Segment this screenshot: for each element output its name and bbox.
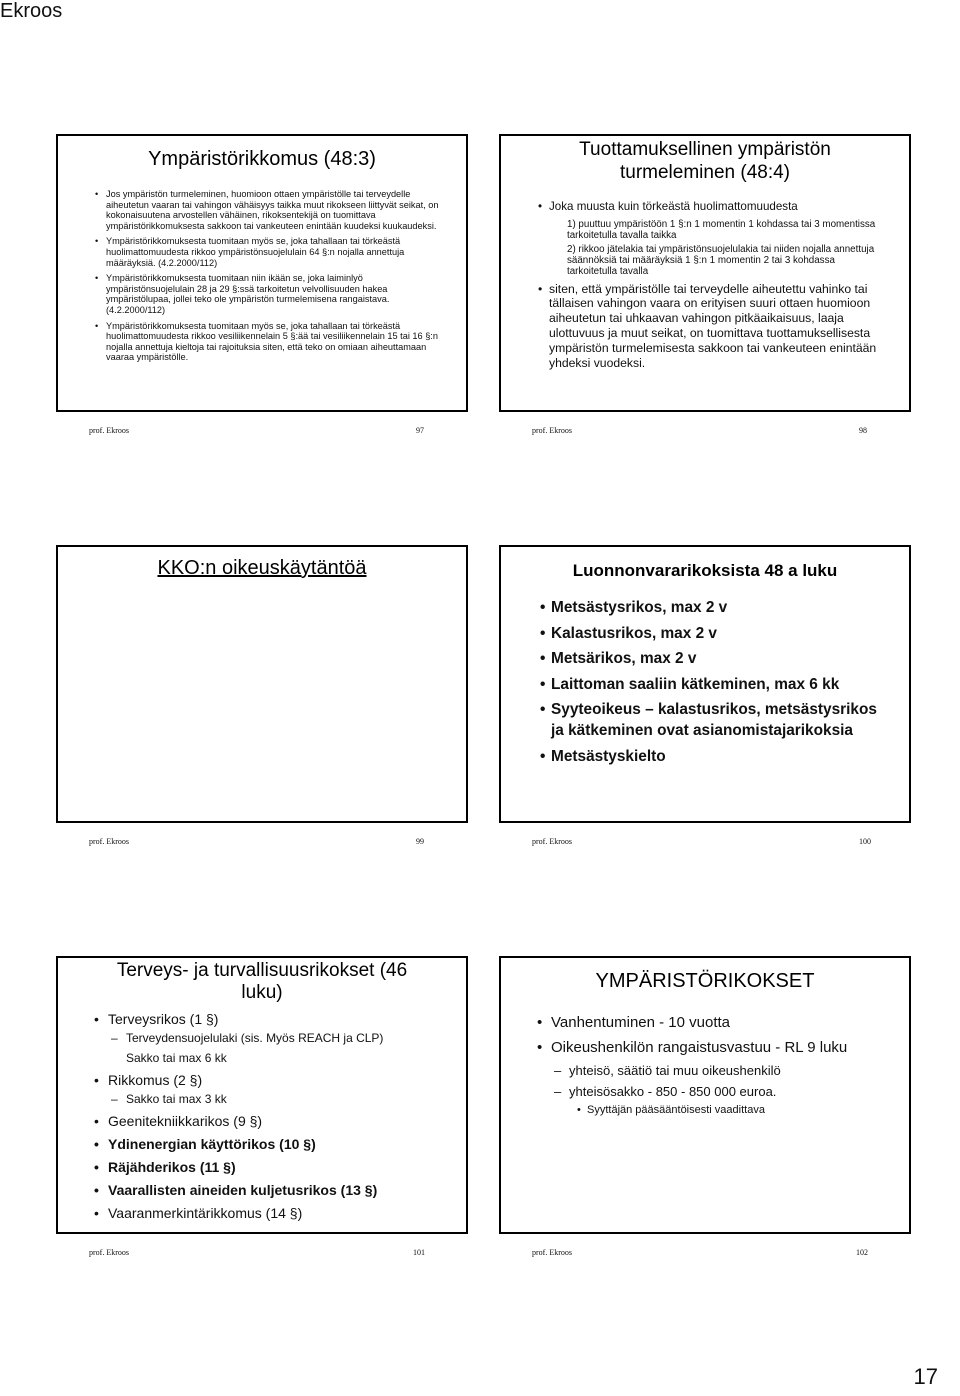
numbered-list	[567, 219, 887, 278]
list-item: • siten, että ympäristölle tai terveydelle aiheutettu vahinko tai tällaisen vahingon vaara on erityisen suuri ottaen huomioon aiheutetun tai uhkaavan vahingon pitkäaikaisuus, laaja ulottuvuus ja muut seikat, on tuomittava tuottamuksellisesta ympäristön turmelemisesta sakkoon tai vankeuteen enintään yhdeksi vuodeksi.	[549, 282, 887, 371]
list-item: • Metsästysrikos, max 2 v	[551, 597, 885, 618]
slide-footer-number: 100	[859, 837, 871, 846]
list-item: • Metsärikos, max 2 v	[551, 648, 885, 669]
slide-101	[56, 956, 468, 1234]
list-subitem: – yhteisö, säätiö tai muu oikeushenkilö	[569, 1062, 889, 1079]
slide-102	[499, 956, 911, 1234]
list-item: • Ydinenergian käyttörikos (10 §)	[108, 1135, 450, 1153]
bullet-list	[549, 282, 887, 371]
slide-footer-number: 101	[413, 1248, 425, 1257]
list-item: • Ympäristörikkomuksesta tuomitaan niin ikään se, joka laiminlyö ympäristönsuojelulain 28 ja 29 §:ssä tarkoitetun velvollisuuden hakea ympäristölupaa, jollei teko ole ympäristön turmelemisena rangaistava. (4.2.2000/112)	[106, 273, 446, 315]
list-subitem: – yhteisösakko - 850 - 850 000 euroa.	[569, 1083, 889, 1100]
list-item: • Syyteoikeus – kalastusrikos, metsästysrikos ja kätkeminen ovat asianomistajarikoksia	[551, 699, 885, 741]
slide-footer-number: 98	[859, 426, 867, 435]
slide-98	[499, 134, 911, 412]
slide-footer-author: prof. Ekroos	[532, 1248, 572, 1257]
slide-footer-number: 99	[416, 837, 424, 846]
list-item: • Ympäristörikkomuksesta tuomitaan myös se, joka tahallaan tai törkeästä huolimattomuudesta rikkoo vesiliikennelain 5 §:ää tai vesiliikennelain 15 tai 16 §:n nojalla annettuja kieltoja tai rajoituksia siten, että teko on omiaan aiheuttamaan vaaraa ympäristölle.	[106, 321, 446, 363]
list-item: • Rikkomus (2 §)	[108, 1071, 450, 1089]
list-item: • Vaarallisten aineiden kuljetusrikos (13 §)	[108, 1181, 450, 1199]
slide-title: YMPÄRISTÖRIKOKSET	[595, 970, 815, 992]
list-item: • Terveysrikos (1 §)	[108, 1010, 450, 1028]
slide-footer-author: prof. Ekroos	[89, 426, 129, 435]
bullet-list	[551, 597, 885, 767]
numbered-item: 1) puuttuu ympäristöön 1 §:n 1 momentin 1 kohdassa tai 3 momentissa tarkoitetulla tavalla taikka	[567, 218, 876, 241]
list-item: • Joka muusta kuin törkeästä huolimattomuudesta	[549, 200, 887, 215]
list-item: • Vaaranmerkintärikkomus (14 §)	[108, 1204, 450, 1222]
slide-footer-number: 97	[416, 426, 424, 435]
list-item: • Ympäristörikkomuksesta tuomitaan myös se, joka tahallaan tai törkeästä huolimattomuudesta rikkoo ympäristönsuojelulain 64 §:n nojalla annettuja määräyksiä. (4.2.2000/112)	[106, 236, 446, 268]
slide-title: Terveys- ja turvallisuusrikokset (46 luku)	[116, 960, 408, 1003]
list-subitem: – Sakko tai max 3 kk	[126, 1092, 450, 1107]
slide-title: Tuottamuksellinen ympäristön turmeleminen (48:4)	[579, 139, 831, 183]
list-item: • Räjähderikos (11 §)	[108, 1158, 450, 1176]
list-item: • Vanhentuminen - 10 vuotta	[551, 1013, 889, 1032]
slide-97	[56, 134, 468, 412]
bullet-list	[108, 1010, 450, 1222]
slide-footer-author: prof. Ekroos	[532, 426, 572, 435]
slide-footer-author: prof. Ekroos	[89, 837, 129, 846]
bullet-list	[551, 1013, 889, 1118]
slide-footer-number: 102	[856, 1248, 868, 1257]
numbered-item: 2) rikkoo jätelakia tai ympäristönsuojelulakia tai niiden nojalla annettuja säännöksiä tai määräyksiä 1 §:n 1 momentin 2 tai 3 kohdassa tarkoitetulla tavalla	[567, 243, 875, 278]
slide-title: Luonnonvararikoksista 48 a luku	[572, 561, 838, 580]
list-item: • Oikeushenkilön rangaistusvastuu - RL 9 luku	[551, 1038, 889, 1058]
slide-footer-author: prof. Ekroos	[89, 1248, 129, 1257]
bullet-list	[549, 200, 887, 215]
list-item: • Jos ympäristön turmeleminen, huomioon ottaen ympäristölle tai terveydelle aiheutetun vaaran tai vahingon vähäisyys taikka muut rikokseen liittyvät seikat, on kokonaisuutena arvostellen vähäinen, rikoksentekijä on tuomittava ympäristörikkomuksesta sakkoon tai vankeuteen enintään kuudeksi kuukaudeksi.	[106, 189, 446, 231]
slide-title: KKO:n oikeuskäytäntöä	[157, 557, 367, 579]
slide-footer-author: prof. Ekroos	[532, 837, 572, 846]
slide-99	[56, 545, 468, 823]
slide-title: Ympäristörikkomus (48:3)	[148, 148, 376, 170]
document-title: Ekroos	[0, 0, 63, 22]
list-item: • Geenitekniikkarikos (9 §)	[108, 1112, 450, 1130]
list-item: • Kalastusrikos, max 2 v	[551, 623, 885, 644]
page-number: 17	[913, 1364, 938, 1389]
list-subitem: – Terveydensuojelulaki (sis. Myös REACH ja CLP)	[126, 1031, 450, 1046]
list-item: • Metsästyskielto	[551, 746, 885, 767]
slide-100	[499, 545, 911, 823]
list-subitem: Sakko tai max 6 kk	[126, 1051, 227, 1065]
list-item: • Laittoman saaliin kätkeminen, max 6 kk	[551, 674, 885, 695]
bullet-list	[106, 189, 446, 363]
list-subsubitem: • Syyttäjän pääsääntöisesti vaadittava	[587, 1103, 889, 1118]
